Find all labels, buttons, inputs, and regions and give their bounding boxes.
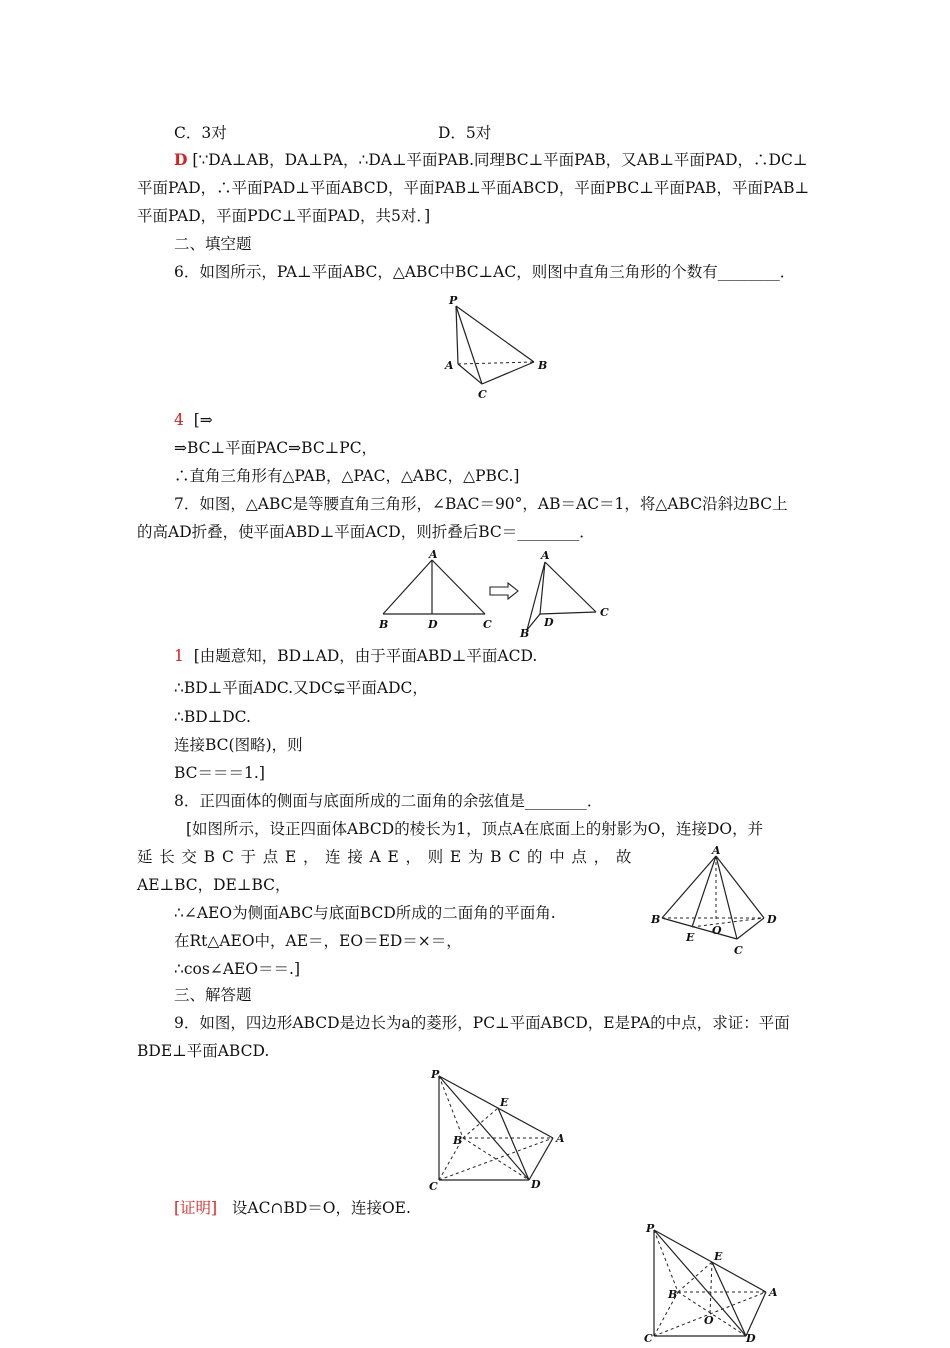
answer-text: [⇒ bbox=[193, 411, 213, 429]
label-a: A bbox=[429, 548, 438, 561]
answer-6-line1 bbox=[174, 409, 213, 431]
answer-text: [∵DA⊥AB，DA⊥PA，∴DA⊥平面PAB.同理BC⊥平面PAB，又AB⊥平面PAD，∴DC⊥ bbox=[192, 151, 808, 169]
option-d: D．5对 bbox=[438, 124, 492, 142]
label-p: P bbox=[431, 1068, 440, 1081]
label-e: E bbox=[714, 1250, 723, 1263]
label-a: A bbox=[445, 359, 454, 372]
label-b: B bbox=[520, 627, 530, 640]
answer-7-line1 bbox=[174, 645, 537, 667]
question-9-line2: BDE⊥平面ABCD. bbox=[137, 1042, 270, 1060]
label-c: C bbox=[483, 618, 492, 631]
figure-q6 bbox=[440, 292, 560, 406]
label-a: A bbox=[769, 1286, 778, 1299]
section-heading-fill-in: 二、填空题 bbox=[174, 235, 252, 253]
answer-7-line5: BC＝＝＝1.] bbox=[174, 764, 265, 782]
label-o: O bbox=[704, 1314, 714, 1327]
figure-q9 bbox=[425, 1066, 575, 1200]
answer-6-line2: ⇒BC⊥平面PAC⇒BC⊥PC， bbox=[174, 439, 378, 457]
answer-5-line2: 平面PAD，∴平面PAD⊥平面ABCD，平面PAB⊥平面ABCD，平面PBC⊥平面PAB，平面PAB⊥ bbox=[137, 179, 810, 197]
question-7-line1: 7．如图，△ABC是等腰直角三角形，∠BAC＝90°，AB＝AC＝1，将△ABC沿斜边BC上 bbox=[174, 495, 788, 513]
answer-8-line5: 在Rt△AEO中，AE＝，EO＝ED＝×＝， bbox=[174, 932, 462, 950]
answer-5-line3: 平面PAD，平面PDC⊥平面PAD，共5对．] bbox=[137, 207, 431, 225]
label-b: B bbox=[538, 359, 548, 372]
label-d: D bbox=[544, 616, 554, 629]
label-d: D bbox=[531, 1178, 541, 1191]
label-e: E bbox=[500, 1096, 509, 1109]
label-d: D bbox=[767, 913, 777, 926]
label-b: B bbox=[453, 1134, 463, 1147]
label-c: C bbox=[600, 606, 609, 619]
label-p: P bbox=[449, 294, 458, 307]
option-c: C．3对 bbox=[174, 124, 227, 142]
question-8: 8．正四面体的侧面与底面所成的二面角的余弦值是________． bbox=[174, 792, 603, 810]
label-b: B bbox=[651, 913, 661, 926]
answer-7-line4: 连接BC(图略)，则 bbox=[174, 736, 303, 754]
answer-8-line1: [如图所示，设正四面体ABCD的棱长为1，顶点A在底面上的射影为O，连接DO，并 bbox=[186, 820, 764, 838]
answer-mark: 4 bbox=[174, 411, 184, 429]
label-b: B bbox=[668, 1288, 678, 1301]
label-c: C bbox=[644, 1332, 653, 1344]
proof-line1 bbox=[174, 1197, 411, 1219]
figure-q7 bbox=[370, 546, 620, 646]
label-c: C bbox=[478, 388, 487, 401]
answer-5-line1 bbox=[174, 149, 807, 171]
question-9-line1: 9．如图，四边形ABCD是边长为a的菱形，PC⊥平面ABCD，E是PA的中点，求证：平面 bbox=[174, 1014, 790, 1032]
label-e: E bbox=[686, 931, 695, 944]
label-c: C bbox=[734, 944, 743, 957]
label-o: O bbox=[712, 924, 722, 937]
question-6: 6．如图所示，PA⊥平面ABC，△ABC中BC⊥AC，则图中直角三角形的个数有________． bbox=[174, 263, 796, 281]
question-7-line2: 的高AD折叠，使平面ABD⊥平面ACD，则折叠后BC＝________． bbox=[137, 523, 595, 541]
section-heading-solve: 三、解答题 bbox=[174, 986, 252, 1004]
answer-text: [由题意知，BD⊥AD，由于平面ABD⊥平面ACD. bbox=[193, 647, 538, 665]
answer-6-line3: ∴直角三角形有△PAB，△PAC，△ABC，△PBC.] bbox=[174, 467, 520, 485]
label-c: C bbox=[429, 1180, 438, 1193]
label-d: D bbox=[746, 1332, 756, 1344]
label-b: B bbox=[379, 618, 389, 631]
label-a: A bbox=[556, 1132, 565, 1145]
figure-proof bbox=[640, 1218, 785, 1348]
figure-q8 bbox=[648, 842, 788, 964]
answer-7-line3: ∴BD⊥DC. bbox=[174, 708, 251, 726]
label-d: D bbox=[428, 618, 438, 631]
label-a: A bbox=[541, 549, 550, 562]
proof-text: 设AC∩BD＝O，连接OE. bbox=[231, 1199, 411, 1217]
answer-mark: D bbox=[174, 150, 188, 169]
label-a: A bbox=[712, 844, 721, 857]
answer-7-line2: ∴BD⊥平面ADC.又DC⊊平面ADC， bbox=[174, 679, 428, 697]
answer-mark: 1 bbox=[174, 647, 184, 665]
answer-8-line2: 延长交BC于点E，连接AE，则E为BC的中点，故 bbox=[137, 848, 639, 866]
answer-8-line4: ∴∠AEO为侧面ABC与底面BCD所成的二面角的平面角. bbox=[174, 904, 556, 922]
proof-mark: [证明] bbox=[174, 1199, 218, 1217]
answer-8-line6: ∴cos∠AEO＝＝.] bbox=[174, 960, 301, 978]
answer-8-line3: AE⊥BC，DE⊥BC， bbox=[137, 876, 291, 894]
label-p: P bbox=[646, 1222, 655, 1235]
